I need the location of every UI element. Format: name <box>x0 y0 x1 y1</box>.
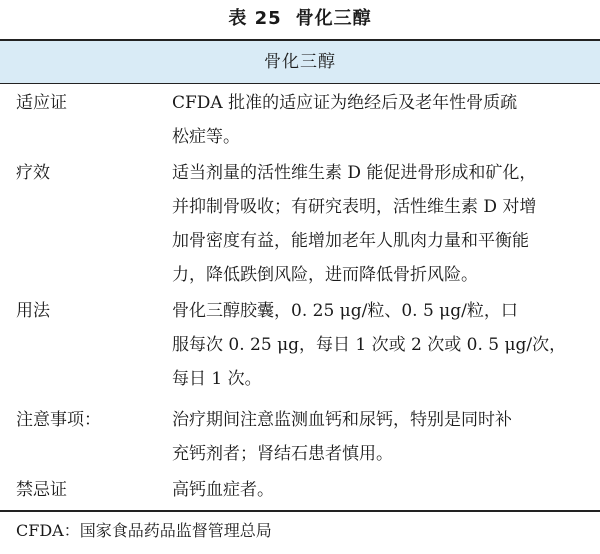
header-rule <box>0 83 600 84</box>
row-content <box>172 294 587 396</box>
row-label: 注意事项： <box>16 410 101 430</box>
table-footnote: CFDA：国家食品药品监督管理总局 <box>16 521 272 540</box>
table-title <box>0 6 600 32</box>
row-label: 用法 <box>16 301 50 321</box>
content-line: 适当剂量的活性维生素 D 能促进骨形成和矿化， <box>172 163 537 183</box>
row-content <box>172 473 587 507</box>
content-line: 加骨密度有益，能增加老年人肌肉力量和平衡能 <box>172 231 529 251</box>
content-line: 松症等。 <box>172 127 240 147</box>
content-line: 骨化三醇胶囊，0. 25 μg/粒、0. 5 μg/粒，口 <box>172 301 518 321</box>
content-line: 高钙血症者。 <box>172 480 274 500</box>
row-label: 适应证 <box>16 93 67 113</box>
bottom-rule <box>0 510 600 512</box>
table-name: 骨化三醇 <box>295 8 372 29</box>
row-content <box>172 403 587 471</box>
row-content <box>172 86 587 154</box>
content-line: 并抑制骨吸收；有研究表明，活性维生素 D 对增 <box>172 197 537 217</box>
content-line: 充钙剂者；肾结石患者慎用。 <box>172 444 393 464</box>
table-number: 表 25 <box>228 8 282 29</box>
content-line: 每日 1 次。 <box>172 369 262 389</box>
content-line: 治疗期间注意监测血钙和尿钙，特别是同时补 <box>172 410 512 430</box>
content-line: CFDA 批准的适应证为绝经后及老年性骨质疏 <box>172 93 518 113</box>
table-header: 骨化三醇 <box>0 41 600 83</box>
row-label: 疗效 <box>16 163 50 183</box>
row-content <box>172 156 587 292</box>
row-label: 禁忌证 <box>16 480 67 500</box>
content-line: 服每次 0. 25 μg，每日 1 次或 2 次或 0. 5 μg/次， <box>172 335 567 355</box>
content-line: 力，降低跌倒风险，进而降低骨折风险。 <box>172 265 478 285</box>
